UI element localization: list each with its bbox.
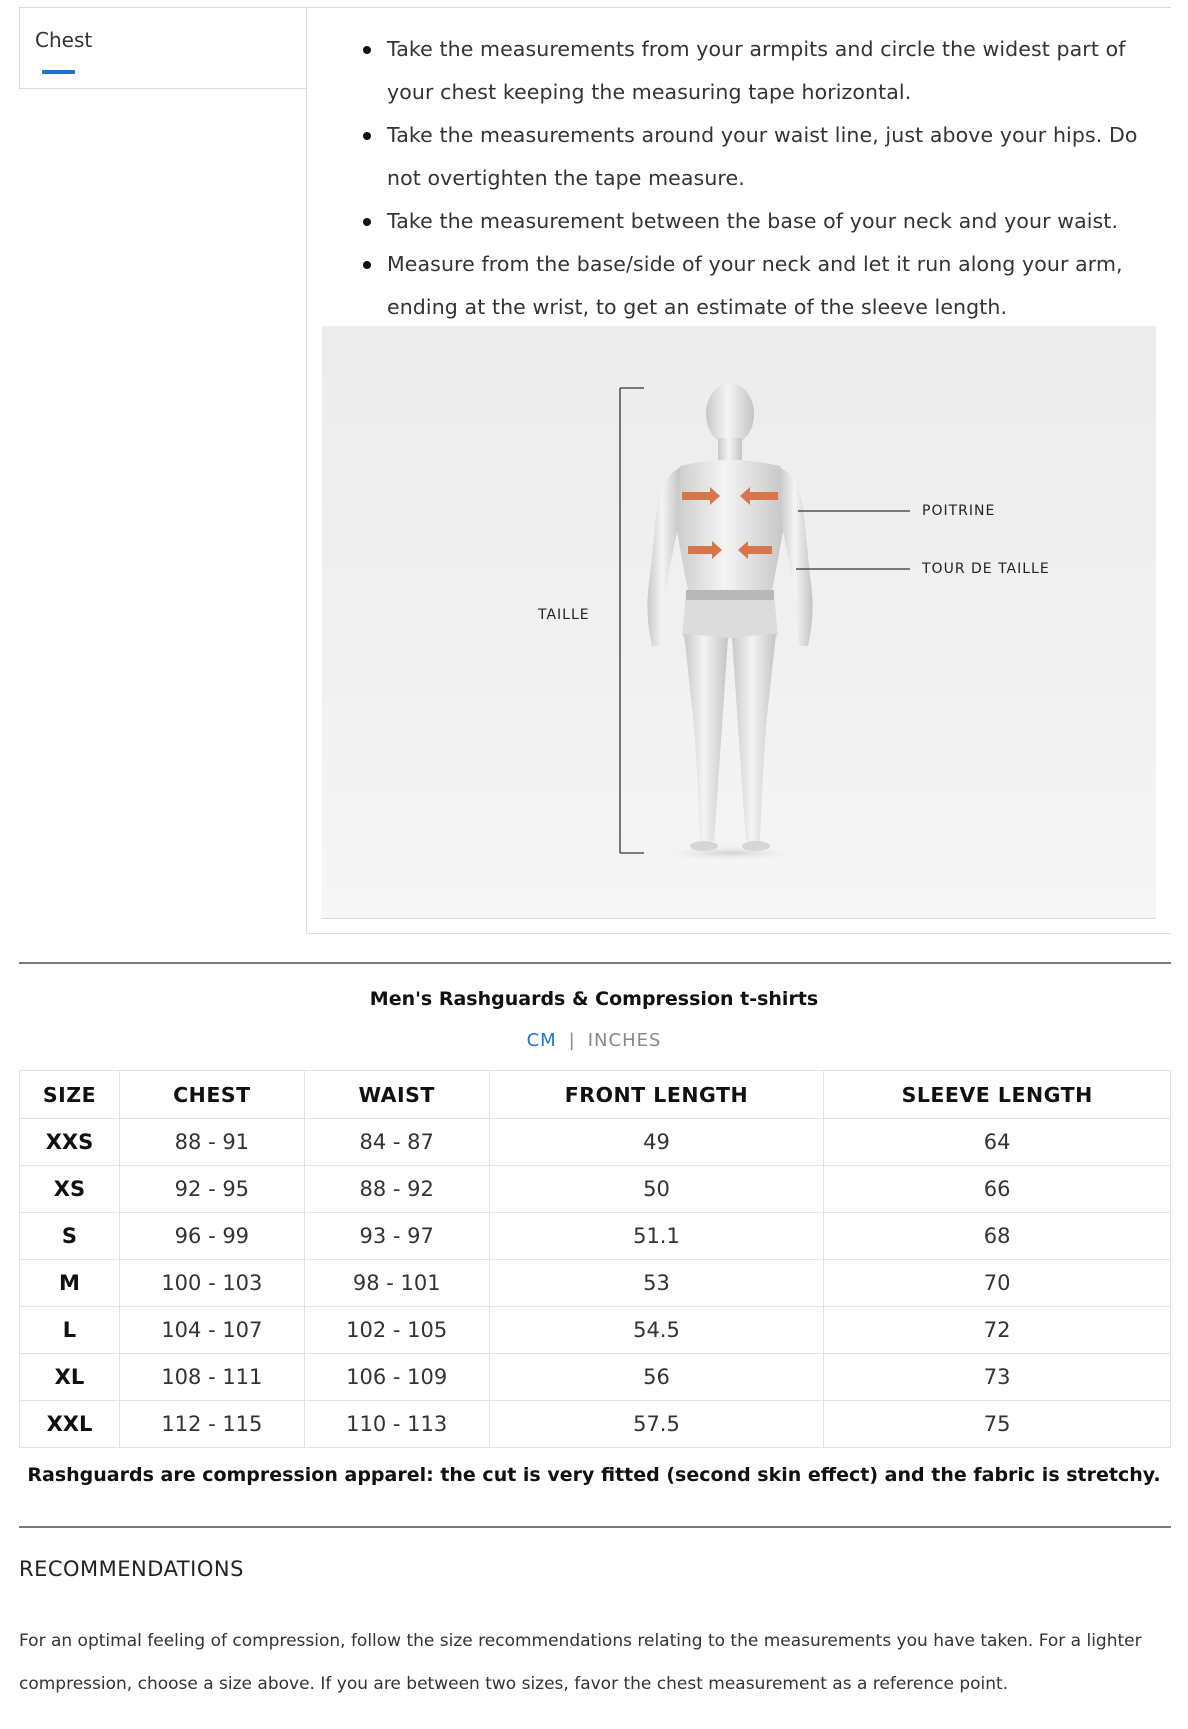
table-row [20, 1354, 1171, 1401]
cell-front-length: 51.1 [489, 1213, 824, 1260]
unit-cm-button[interactable]: CM [526, 1030, 557, 1051]
cell-sleeve-length: 66 [824, 1166, 1171, 1213]
cell-sleeve-length: 72 [824, 1307, 1171, 1354]
table-row [20, 1166, 1171, 1213]
label-height: TAILLE [538, 607, 590, 623]
tab-chest[interactable]: Chest [35, 28, 93, 52]
measurement-tips-list [359, 28, 1139, 329]
tip-waist: Take the measurements around your waist line, just above your hips. Do not overtighten the tape measure. [359, 114, 1139, 200]
unit-inches-button[interactable]: INCHES [587, 1030, 662, 1051]
header-front-length: FRONT LENGTH [489, 1071, 824, 1119]
unit-toggle [0, 1030, 1188, 1051]
cell-size: XS [20, 1166, 120, 1213]
size-table-title: Men's Rashguards & Compression t-shirts [369, 988, 819, 1010]
table-row [20, 1307, 1171, 1354]
cell-sleeve-length: 73 [824, 1354, 1171, 1401]
table-header-row [20, 1071, 1171, 1119]
cell-size: L [20, 1307, 120, 1354]
recommendations-title: RECOMMENDATIONS [19, 1557, 244, 1581]
section-divider [19, 962, 1171, 964]
cell-size: XXS [20, 1119, 120, 1166]
measurement-guide-panel [306, 7, 1171, 934]
cell-waist: 106 - 109 [304, 1354, 489, 1401]
cell-waist: 98 - 101 [304, 1260, 489, 1307]
cell-front-length: 49 [489, 1119, 824, 1166]
body-measurement-figure [322, 326, 1156, 919]
measurement-tabs [19, 7, 306, 89]
active-tab-indicator [42, 70, 75, 74]
section-divider [19, 1526, 1171, 1528]
cell-front-length: 53 [489, 1260, 824, 1307]
cell-chest: 112 - 115 [119, 1401, 304, 1448]
tip-sleeve-length: Measure from the base/side of your neck and let it run along your arm, ending at the wrist, to get an estimate of the sleeve length. [359, 243, 1139, 329]
size-table [19, 1070, 1171, 1448]
header-sleeve-length: SLEEVE LENGTH [824, 1071, 1171, 1119]
table-row [20, 1260, 1171, 1307]
table-row [20, 1213, 1171, 1260]
cell-chest: 104 - 107 [119, 1307, 304, 1354]
recommendations-text: For an optimal feeling of compression, follow the size recommendations relating to the measurements you have taken. For a lighter compression, choose a size above. If you are between two sizes, favor the chest measurement as a reference point. [19, 1631, 1142, 1694]
label-chest: POITRINE [922, 503, 996, 519]
body-figure-illustration [322, 326, 1156, 918]
cell-size: S [20, 1213, 120, 1260]
cell-chest: 108 - 111 [119, 1354, 304, 1401]
cell-sleeve-length: 70 [824, 1260, 1171, 1307]
tip-chest: Take the measurements from your armpits and circle the widest part of your chest keeping the measuring tape horizontal. [359, 28, 1139, 114]
cell-front-length: 56 [489, 1354, 824, 1401]
cell-waist: 110 - 113 [304, 1401, 489, 1448]
table-row [20, 1401, 1171, 1448]
cell-size: XXL [20, 1401, 120, 1448]
cell-waist: 88 - 92 [304, 1166, 489, 1213]
table-row [20, 1119, 1171, 1166]
cell-sleeve-length: 64 [824, 1119, 1171, 1166]
cell-chest: 92 - 95 [119, 1166, 304, 1213]
tip-front-length: Take the measurement between the base of your neck and your waist. [359, 200, 1139, 243]
header-size: SIZE [20, 1071, 120, 1119]
cell-chest: 100 - 103 [119, 1260, 304, 1307]
cell-chest: 88 - 91 [119, 1119, 304, 1166]
unit-separator: | [568, 1030, 576, 1051]
cell-waist: 102 - 105 [304, 1307, 489, 1354]
cell-chest: 96 - 99 [119, 1213, 304, 1260]
cell-sleeve-length: 68 [824, 1213, 1171, 1260]
cell-sleeve-length: 75 [824, 1401, 1171, 1448]
cell-waist: 93 - 97 [304, 1213, 489, 1260]
cell-front-length: 57.5 [489, 1401, 824, 1448]
cell-front-length: 54.5 [489, 1307, 824, 1354]
cell-size: XL [20, 1354, 120, 1401]
cell-waist: 84 - 87 [304, 1119, 489, 1166]
cell-size: M [20, 1260, 120, 1307]
label-waist: TOUR DE TAILLE [922, 561, 1050, 577]
header-waist: WAIST [304, 1071, 489, 1119]
header-chest: CHEST [119, 1071, 304, 1119]
cell-front-length: 50 [489, 1166, 824, 1213]
compression-note: Rashguards are compression apparel: the cut is very fitted (second skin effect) and the fabric is stretchy. [27, 1464, 1161, 1486]
